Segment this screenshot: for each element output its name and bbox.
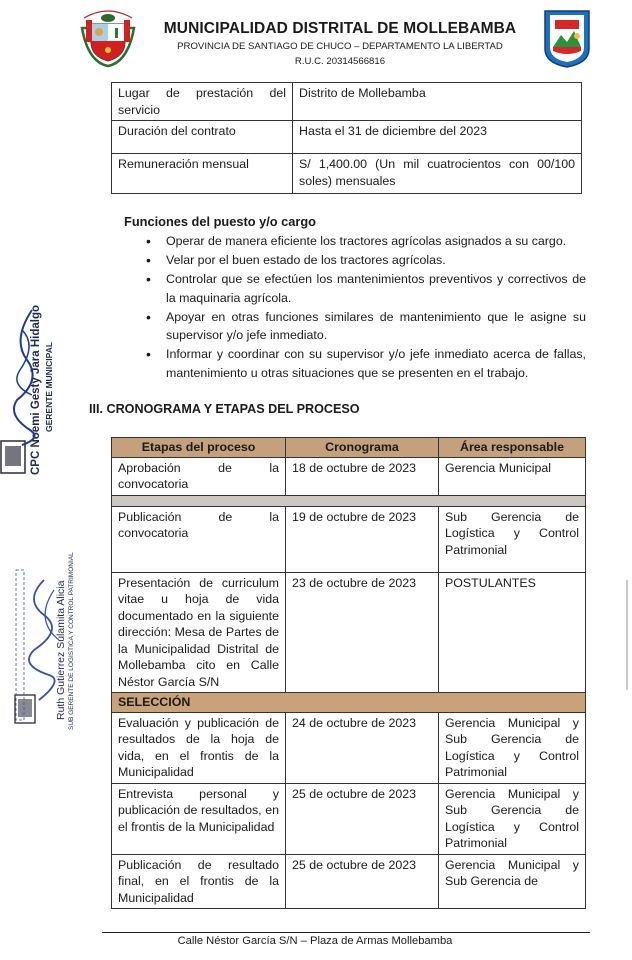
date-cell: 24 de octubre de 2023 <box>286 712 439 783</box>
table-row <box>112 154 582 194</box>
institution-title: MUNICIPALIDAD DISTRITAL DE MOLLEBAMBA <box>163 20 517 37</box>
municipality-logo-icon <box>543 9 591 69</box>
manager-signature <box>2 300 52 450</box>
footer-divider <box>102 932 590 933</box>
list-item: • Controlar que se efectúen los mantenimientos preventivos y correctivos de la maquinaria agrícola. <box>146 270 586 307</box>
table-row <box>112 712 586 783</box>
condition-value: S/ 1,400.00 (Un mil cuatrocientos con 00/100 soles) mensuales <box>293 154 582 194</box>
logistics-role: SUB GERENTE DE LOGISTICA Y CONTROL PATRIMONIAL <box>68 552 75 730</box>
column-header: Área responsable <box>439 438 586 458</box>
area-cell: Gerencia Municipal y Sub Gerencia de Logística y Control Patrimonial <box>439 783 586 854</box>
table-row <box>112 121 582 154</box>
column-header: Etapas del proceso <box>112 438 286 458</box>
column-header: Cronograma <box>286 438 439 458</box>
selection-row <box>112 693 586 713</box>
table-row <box>112 783 586 854</box>
footer-address: Calle Néstor García S/N – Plaza de Armas Mollebamba <box>177 935 453 947</box>
peru-coat-of-arms-icon <box>78 6 138 68</box>
area-cell: Gerencia Municipal y Sub Gerencia de <box>439 854 586 909</box>
list-item: • Informar y coordinar con su supervisor y/o jefe inmediato acerca de fallas, mantenimiento u otras situaciones que se presenten en el trabajo. <box>146 345 586 382</box>
selection-label: SELECCIÓN <box>112 693 586 713</box>
condition-label: Duración del contrato <box>112 121 293 154</box>
stage-cell: Publicación de resultado final, en el frontis de la Municipalidad <box>112 854 286 909</box>
contract-conditions-table <box>111 82 582 194</box>
table-row <box>112 572 586 693</box>
institution-subtitle: PROVINCIA DE SANTIAGO DE CHUCO – DEPARTAMENTO LA LIBERTAD <box>177 41 503 52</box>
manager-name: CPC Noemi Gesty Jara Hidalgo <box>30 305 42 475</box>
condition-value: Hasta el 31 de diciembre del 2023 <box>293 121 582 154</box>
letterhead <box>0 0 632 78</box>
separator-row <box>112 495 586 506</box>
condition-value: Distrito de Mollebamba <box>293 83 582 121</box>
condition-label: Remuneración mensual <box>112 154 293 194</box>
area-cell: Gerencia Municipal y Sub Gerencia de Logística y Control Patrimonial <box>439 712 586 783</box>
scan-edge-divider <box>626 580 628 690</box>
stage-cell: Evaluación y publicación de resultados de la hoja de vida, en el frontis de la Municipalidad <box>112 712 286 783</box>
table-row <box>112 854 586 909</box>
functions-list <box>146 232 586 383</box>
date-cell: 23 de octubre de 2023 <box>286 572 439 693</box>
stage-cell: Presentación de curriculum vitae u hoja de vida documentado en la siguiente dirección: Mesa de Partes de la Municipalidad Distrital de Mollebamba cito en Calle Néstor García S/N <box>112 572 286 693</box>
table-row <box>112 506 586 572</box>
condition-label: Lugar de prestación del servicio <box>112 83 293 121</box>
logistics-name: Ruth Gutierrez Sulamita Alicia <box>55 580 67 720</box>
schedule-table <box>111 437 586 909</box>
logistics-signature <box>14 560 74 730</box>
list-item: • Operar de manera eficiente los tractores agrícolas asignados a su cargo. <box>146 232 586 251</box>
stage-cell: Entrevista personal y publicación de resultados, en el frontis de la Municipalidad <box>112 783 286 854</box>
manager-role: GERENTE MUNICIPAL <box>44 341 54 432</box>
stage-cell: Aprobación de la convocatoria <box>112 457 286 495</box>
date-cell: 18 de octubre de 2023 <box>286 457 439 495</box>
section-heading: III. CRONOGRAMA Y ETAPAS DEL PROCESO <box>89 402 360 416</box>
list-item: • Velar por el buen estado de los tractores agrícolas. <box>146 251 586 270</box>
date-cell: 19 de octubre de 2023 <box>286 506 439 572</box>
table-header-row <box>112 438 586 458</box>
table-row <box>112 83 582 121</box>
area-cell: Gerencia Municipal <box>439 457 586 495</box>
separator-cell <box>112 495 586 506</box>
area-cell: POSTULANTES <box>439 572 586 693</box>
area-cell: Sub Gerencia de Logística y Control Patrimonial <box>439 506 586 572</box>
functions-title: Funciones del puesto y/o cargo <box>124 214 316 229</box>
date-cell: 25 de octubre de 2023 <box>286 783 439 854</box>
stage-cell: Publicación de la convocatoria <box>112 506 286 572</box>
list-item: • Apoyar en otras funciones similares de mantenimiento que le asigne su supervisor y/o jefe inmediato. <box>146 308 586 345</box>
institution-ruc: R.U.C. 20314566816 <box>294 56 386 67</box>
date-cell: 25 de octubre de 2023 <box>286 854 439 909</box>
table-row <box>112 457 586 495</box>
